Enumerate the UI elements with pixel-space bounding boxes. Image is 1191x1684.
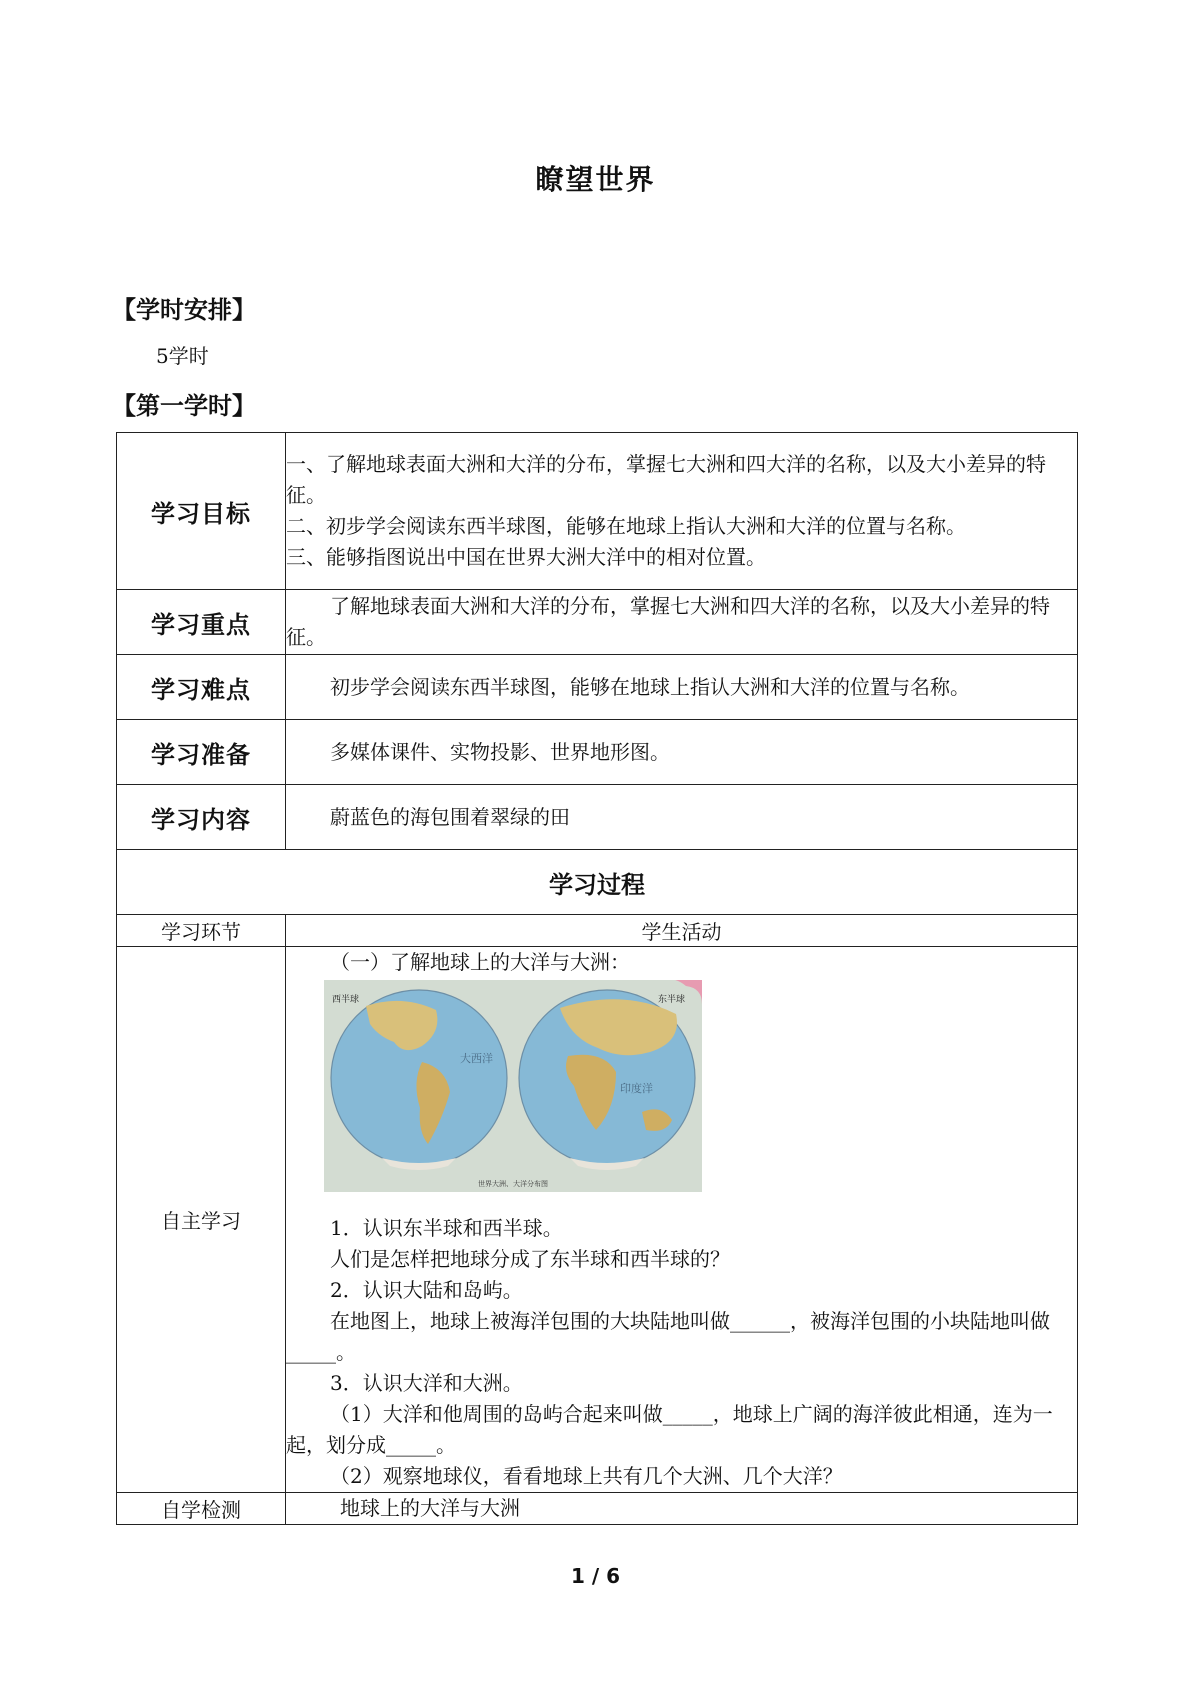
process-title-row	[117, 850, 1078, 915]
page-number: 1 / 6	[570, 1564, 621, 1588]
self-check-activity: 地球上的大洋与大洲	[286, 1493, 1078, 1525]
page-title: 瞭望世界	[535, 163, 656, 196]
section-schedule-heading: 【学时安排】	[112, 296, 256, 324]
difficult-row	[117, 655, 1078, 720]
goal-line-2: 二、初步学会阅读东西半球图，能够在地球上指认大洲和大洋的位置与名称。	[286, 514, 966, 538]
activity-line-2: 人们是怎样把地球分成了东半球和西半球的？	[330, 1247, 730, 1271]
col-header-stage: 学习环节	[117, 915, 286, 947]
map-label-atlantic: 大西洋	[460, 1052, 493, 1065]
goal-content	[286, 433, 1078, 590]
goal-line-1: 一、了解地球表面大洲和大洋的分布，掌握七大洲和四大洋的名称，以及大小差异的特征。	[286, 452, 1046, 507]
map-label-west: 西半球	[332, 995, 360, 1005]
hours-text: 5学时	[156, 344, 209, 368]
difficult-label: 学习难点	[117, 655, 286, 720]
self-study-label: 自主学习	[117, 947, 286, 1493]
activity-line-5: 3．认识大洋和大洲。	[330, 1371, 523, 1395]
key-row	[117, 590, 1078, 655]
difficult-content: 初步学会阅读东西半球图，能够在地球上指认大洲和大洋的位置与名称。	[286, 655, 1078, 720]
process-title: 学习过程	[117, 850, 1078, 915]
world-hemisphere-map	[324, 980, 702, 1192]
key-content: 了解地球表面大洲和大洋的分布，掌握七大洲和四大洋的名称，以及大小差异的特征。	[286, 590, 1078, 655]
content-content: 蔚蓝色的海包围着翠绿的田	[286, 785, 1078, 850]
process-header-row	[117, 915, 1078, 947]
map-label-east: 东半球	[658, 995, 686, 1005]
content-label: 学习内容	[117, 785, 286, 850]
self-study-intro: （一）了解地球上的大洋与大洲：	[330, 950, 630, 974]
content-row	[117, 785, 1078, 850]
prep-label: 学习准备	[117, 720, 286, 785]
goal-label: 学习目标	[117, 433, 286, 590]
map-caption: 世界大洲、大洋分布图	[478, 1180, 548, 1188]
self-study-row	[117, 947, 1078, 1493]
activity-line-3: 2．认识大陆和岛屿。	[330, 1278, 523, 1302]
self-study-activity	[286, 947, 1078, 1493]
activity-line-4: 在地图上，地球上被海洋包围的大块陆地叫做______，被海洋包围的小块陆地叫做_____。	[286, 1309, 1050, 1364]
prep-row	[117, 720, 1078, 785]
map-label-indian: 印度洋	[620, 1082, 653, 1095]
lesson-table	[116, 432, 1078, 1525]
self-check-label: 自学检测	[117, 1493, 286, 1525]
activity-line-7: （2）观察地球仪，看看地球上共有几个大洲、几个大洋？	[330, 1464, 843, 1488]
activity-line-6: （1）大洋和他周围的岛屿合起来叫做_____，地球上广阔的海洋彼此相通，连为一起，划分成_____。	[286, 1402, 1053, 1457]
goal-line-3: 三、能够指图说出中国在世界大洲大洋中的相对位置。	[286, 545, 766, 569]
key-label: 学习重点	[117, 590, 286, 655]
self-check-row	[117, 1493, 1078, 1525]
goal-row	[117, 433, 1078, 590]
section-first-heading: 【第一学时】	[112, 392, 256, 420]
prep-content: 多媒体课件、实物投影、世界地形图。	[286, 720, 1078, 785]
col-header-activity: 学生活动	[286, 915, 1078, 947]
activity-line-1: 1．认识东半球和西半球。	[330, 1216, 563, 1240]
